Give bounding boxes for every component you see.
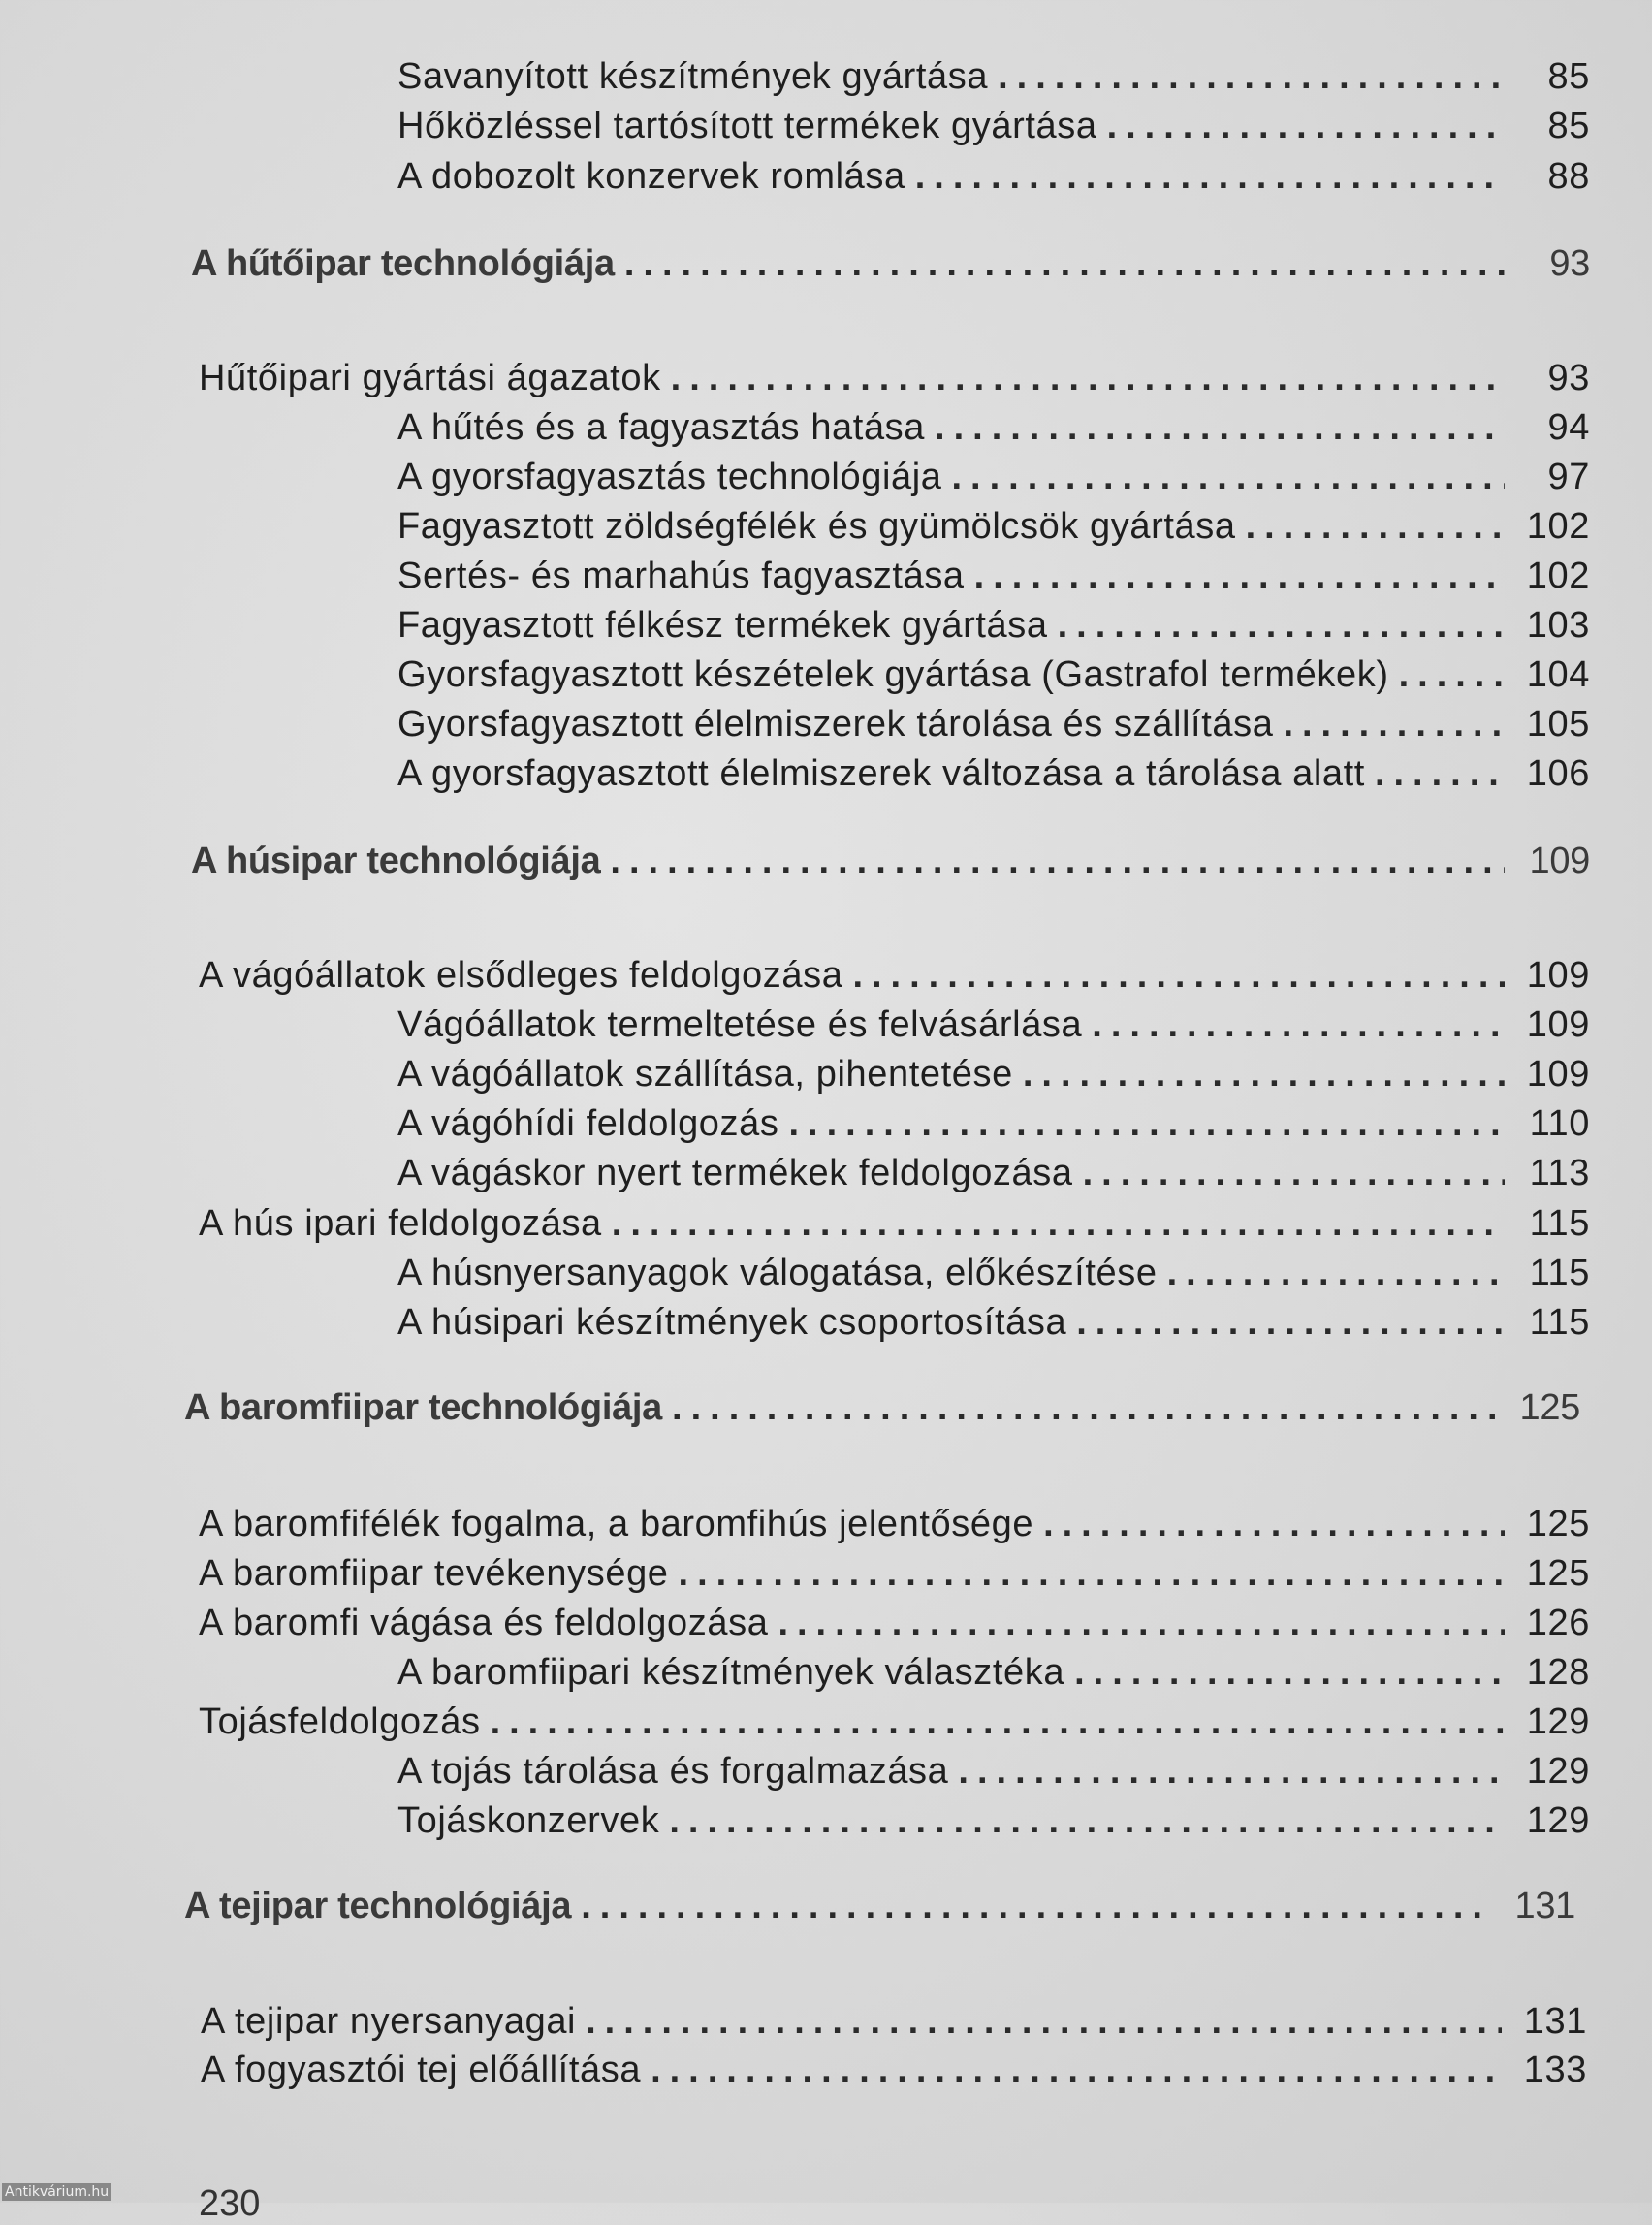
dot-leader	[952, 457, 1506, 498]
chapter-title: A tejipar technológiája	[184, 1886, 572, 1926]
toc-chapter-heading	[191, 841, 1590, 882]
toc-section	[199, 1504, 1590, 1545]
toc-entry	[397, 556, 1590, 597]
toc-page-number: 125	[1526, 1504, 1590, 1544]
dot-leader	[1083, 1153, 1505, 1194]
toc-entry	[397, 156, 1590, 198]
toc-entry-title: Tojásfeldolgozás	[199, 1701, 481, 1742]
toc-entry-title: A vágóállatok elsődleges feldolgozása	[199, 955, 843, 996]
toc-page-number: 109	[1526, 1004, 1590, 1045]
dot-leader	[1043, 1504, 1505, 1545]
toc-page-number: 93	[1547, 358, 1590, 398]
toc-page-number: 131	[1523, 2001, 1587, 2042]
dot-leader	[612, 1203, 1505, 1245]
dot-leader	[586, 2001, 1502, 2043]
toc-entry	[397, 106, 1590, 147]
toc-page-number: 109	[1529, 841, 1590, 881]
dot-leader	[1283, 704, 1505, 746]
dot-leader	[788, 1103, 1505, 1145]
toc-entry-title: A vágóállatok szállítása, pihentetése	[397, 1054, 1013, 1095]
toc-page-number: 102	[1526, 556, 1590, 596]
toc-page-number: 115	[1529, 1203, 1590, 1244]
chapter-title: A hűtőipar technológiája	[191, 243, 615, 284]
toc-entry-title: Sertés- és marhahús fagyasztása	[397, 556, 965, 596]
dot-leader	[491, 1701, 1505, 1743]
toc-entry-title: A tejipar nyersanyagai	[201, 2001, 577, 2042]
toc-page-number: 115	[1529, 1302, 1590, 1343]
toc-page-number: 105	[1526, 704, 1590, 745]
dot-leader	[610, 841, 1505, 882]
dot-leader	[1076, 1302, 1505, 1344]
toc-entry-title: A baromfiipar tevékenysége	[199, 1553, 669, 1594]
toc-entry-title: A gyorsfagyasztott élelmiszerek változása a tárolása alatt	[397, 753, 1365, 794]
toc-page-number: 109	[1526, 1054, 1590, 1095]
dot-leader	[974, 556, 1505, 597]
toc-entry	[397, 1302, 1590, 1344]
toc-entry	[397, 1103, 1590, 1145]
dot-leader	[1375, 753, 1505, 795]
toc-entry-title: A húsipari készítmények csoportosítása	[397, 1302, 1067, 1343]
dot-leader	[671, 358, 1505, 399]
dot-leader	[998, 56, 1505, 98]
dot-leader	[958, 1751, 1505, 1793]
chapter-title: A baromfiipar technológiája	[184, 1387, 663, 1428]
toc-entry-title: Gyorsfagyasztott élelmiszerek tárolása és szállítása	[397, 704, 1274, 745]
toc-entry-title: A tojás tárolása és forgalmazása	[397, 1751, 949, 1792]
toc-entry	[397, 56, 1590, 98]
dot-leader	[852, 955, 1505, 997]
dot-leader	[624, 243, 1505, 285]
toc-entry	[397, 457, 1590, 498]
dot-leader	[1107, 106, 1505, 147]
toc-entry-title: Hőközléssel tartósított termékek gyártása	[397, 106, 1097, 146]
toc-entry	[397, 605, 1590, 647]
toc-page-number: 109	[1526, 955, 1590, 996]
toc-entry	[397, 1054, 1590, 1096]
toc-entry-title: A hűtés és a fagyasztás hatása	[397, 407, 926, 448]
dot-leader	[581, 1886, 1490, 1927]
dot-leader	[1246, 506, 1505, 548]
toc-chapter-heading	[184, 1886, 1575, 1927]
dot-leader	[1167, 1253, 1505, 1294]
toc-entry-title: Fagyasztott zöldségfélék és gyümölcsök gyártása	[397, 506, 1236, 547]
toc-entry	[397, 704, 1590, 746]
toc-entry	[397, 1253, 1590, 1294]
toc-entry-title: Tojáskonzervek	[397, 1800, 660, 1841]
dot-leader	[778, 1603, 1505, 1644]
toc-page-number: 126	[1526, 1603, 1590, 1643]
toc-section	[199, 358, 1590, 399]
toc-entry-title: Hűtőipari gyártási ágazatok	[199, 358, 661, 398]
toc-chapter-heading	[191, 243, 1590, 285]
toc-entry	[397, 1004, 1590, 1046]
toc-page-number: 102	[1526, 506, 1590, 547]
toc-section	[199, 1701, 1590, 1743]
toc-section	[201, 2050, 1587, 2091]
toc-entry	[397, 407, 1590, 449]
dot-leader	[1074, 1652, 1505, 1694]
toc-entry	[397, 506, 1590, 548]
chapter-title: A húsipar technológiája	[191, 841, 601, 881]
toc-entry-title: A baromfifélék fogalma, a baromfihús jelentősége	[199, 1504, 1034, 1544]
dot-leader	[1092, 1004, 1505, 1046]
toc-page-number: 85	[1547, 56, 1590, 97]
toc-page-number: 128	[1526, 1652, 1590, 1693]
page-number: 230	[199, 2183, 261, 2224]
toc-page-number: 125	[1519, 1387, 1580, 1428]
toc-page-number: 129	[1526, 1800, 1590, 1841]
toc-section	[199, 1603, 1590, 1644]
toc-page-number: 97	[1547, 457, 1590, 497]
toc-entry-title: Savanyított készítmények gyártása	[397, 56, 989, 97]
dot-leader	[1023, 1054, 1505, 1096]
dot-leader	[1058, 605, 1505, 647]
toc-entry	[397, 1751, 1590, 1793]
toc-entry-title: A dobozolt konzervek romlása	[397, 156, 905, 197]
toc-entry-title: Vágóállatok termeltetése és felvásárlása	[397, 1004, 1083, 1045]
dot-leader	[679, 1553, 1505, 1595]
watermark: Antikvárium.hu	[2, 2183, 111, 2201]
toc-entry-title: A vágáskor nyert termékek feldolgozása	[397, 1153, 1073, 1193]
toc-page-number: 94	[1547, 407, 1590, 448]
dot-leader	[672, 1387, 1495, 1429]
toc-entry-title: A húsnyersanyagok válogatása, előkészítése	[397, 1253, 1158, 1293]
toc-entry-title: A baromfiipari készítmények választéka	[397, 1652, 1065, 1693]
toc-page-number: 115	[1529, 1253, 1590, 1293]
toc-page-number: 131	[1514, 1886, 1575, 1926]
dot-leader	[935, 407, 1505, 449]
dot-leader	[915, 156, 1505, 198]
toc-page-number: 113	[1529, 1153, 1590, 1193]
toc-page-number: 110	[1529, 1103, 1590, 1144]
toc-entry-title: A gyorsfagyasztás technológiája	[397, 457, 942, 497]
dot-leader	[1399, 654, 1505, 696]
toc-entry-title: A vágóhídi feldolgozás	[397, 1103, 779, 1144]
toc-page-number: 129	[1526, 1701, 1590, 1742]
toc-page-number: 133	[1523, 2050, 1587, 2090]
toc-page-number: 125	[1526, 1553, 1590, 1594]
toc-page-number: 88	[1547, 156, 1590, 197]
toc-section	[199, 1203, 1590, 1245]
toc-page-number: 93	[1549, 243, 1590, 284]
toc-entry-title: A fogyasztói tej előállítása	[201, 2050, 642, 2090]
toc-section	[199, 1553, 1590, 1595]
toc-page-number: 104	[1526, 654, 1590, 695]
toc-page-number: 129	[1526, 1751, 1590, 1792]
toc-entry-title: A baromfi vágása és feldolgozása	[199, 1603, 769, 1643]
dot-leader	[651, 2050, 1502, 2091]
toc-entry-title: Fagyasztott félkész termékek gyártása	[397, 605, 1048, 646]
toc-chapter-heading	[184, 1387, 1580, 1429]
toc-entry	[397, 1652, 1590, 1694]
dot-leader	[669, 1800, 1505, 1842]
toc-section	[199, 955, 1590, 997]
toc-entry-title: A hús ipari feldolgozása	[199, 1203, 602, 1244]
toc-entry	[397, 1800, 1590, 1842]
toc-page-number: 103	[1526, 605, 1590, 646]
toc-section	[201, 2001, 1587, 2043]
toc-entry	[397, 1153, 1590, 1194]
toc-entry	[397, 753, 1590, 795]
toc-page-number: 106	[1526, 753, 1590, 794]
toc-entry-title: Gyorsfagyasztott készételek gyártása (Gastrafol termékek)	[397, 654, 1389, 695]
toc-entry	[397, 654, 1590, 696]
toc-page-number: 85	[1547, 106, 1590, 146]
